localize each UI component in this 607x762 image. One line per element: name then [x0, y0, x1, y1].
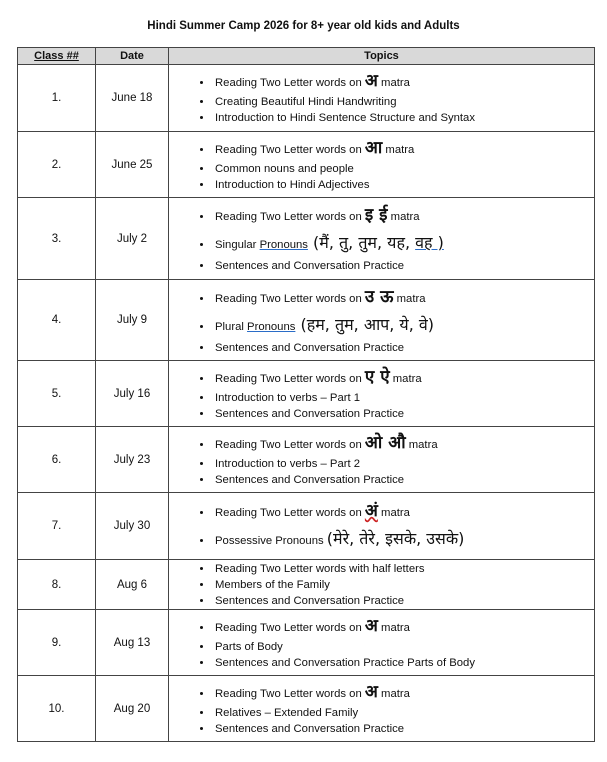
- table-row: [18, 198, 595, 280]
- class-date: July 30: [96, 493, 169, 560]
- class-number: 7.: [18, 493, 96, 560]
- list-item: • Plural Pronouns (हम, तुम, आप, ये, वे): [213, 312, 594, 340]
- topic-list: [169, 70, 594, 126]
- class-number: 6.: [18, 427, 96, 493]
- list-item: • Reading Two Letter words on आ matra: [213, 137, 594, 161]
- class-date: July 23: [96, 427, 169, 493]
- topics-cell: [169, 65, 595, 132]
- topics-cell: [169, 560, 595, 610]
- topic-list: [169, 137, 594, 193]
- topic-list: [169, 499, 594, 554]
- topic-list: [169, 203, 594, 274]
- topics-cell: [169, 610, 595, 676]
- class-number: 3.: [18, 198, 96, 280]
- class-date: Aug 13: [96, 610, 169, 676]
- class-number: 9.: [18, 610, 96, 676]
- list-item: • Sentences and Conversation Practice: [213, 406, 594, 422]
- schedule-table: [17, 47, 595, 742]
- topics-cell: [169, 280, 595, 361]
- list-item: • Reading Two Letter words on अ matra: [213, 70, 594, 94]
- topic-list: [169, 285, 594, 356]
- list-item: • Reading Two Letter words on अं matra: [213, 499, 594, 526]
- list-item: • Reading Two Letter words on अ matra: [213, 681, 594, 705]
- table-row: [18, 361, 595, 427]
- list-item: • Possessive Pronouns (मेरे, तेरे, इसके, उसके): [213, 526, 594, 554]
- header-date: Date: [96, 48, 169, 65]
- list-item: • Reading Two Letter words on अ matra: [213, 615, 594, 639]
- list-item: • Singular Pronouns (मैं, तु, तुम, यह, वह ): [213, 230, 594, 258]
- list-item: • Sentences and Conversation Practice Parts of Body: [213, 655, 594, 671]
- header-class: Class ##: [18, 48, 96, 65]
- table-row: [18, 610, 595, 676]
- table-row: [18, 280, 595, 361]
- list-item: • Sentences and Conversation Practice: [213, 721, 594, 737]
- class-date: Aug 20: [96, 676, 169, 742]
- topic-list: [169, 561, 594, 609]
- list-item: • Reading Two Letter words on ओ औ matra: [213, 432, 594, 456]
- topics-cell: [169, 493, 595, 560]
- list-item: • Relatives – Extended Family: [213, 705, 594, 721]
- list-item: • Creating Beautiful Hindi Handwriting: [213, 94, 594, 110]
- list-item: • Introduction to verbs – Part 1: [213, 390, 594, 406]
- list-item: • Sentences and Conversation Practice: [213, 593, 594, 609]
- class-number: 5.: [18, 361, 96, 427]
- table-header-row: [18, 48, 595, 65]
- topic-list: [169, 432, 594, 488]
- table-row: [18, 427, 595, 493]
- topic-list: [169, 366, 594, 422]
- class-number: 8.: [18, 560, 96, 610]
- list-item: • Introduction to Hindi Adjectives: [213, 177, 594, 193]
- list-item: • Introduction to verbs – Part 2: [213, 456, 594, 472]
- table-row: [18, 560, 595, 610]
- document-title: Hindi Summer Camp 2026 for 8+ year old kids and Adults: [147, 20, 460, 32]
- list-item: • Reading Two Letter words on इ ई matra: [213, 203, 594, 230]
- class-date: Aug 6: [96, 560, 169, 610]
- list-item: • Sentences and Conversation Practice: [213, 472, 594, 488]
- list-item: • Reading Two Letter words on उ ऊ matra: [213, 285, 594, 312]
- table-row: [18, 132, 595, 198]
- class-date: July 9: [96, 280, 169, 361]
- class-number: 4.: [18, 280, 96, 361]
- topics-cell: [169, 676, 595, 742]
- class-number: 1.: [18, 65, 96, 132]
- header-topics: Topics: [169, 48, 595, 65]
- topics-cell: [169, 198, 595, 280]
- topics-cell: [169, 427, 595, 493]
- table-row: [18, 676, 595, 742]
- topic-list: [169, 615, 594, 671]
- list-item: • Sentences and Conversation Practice: [213, 340, 594, 356]
- class-number: 2.: [18, 132, 96, 198]
- class-date: June 25: [96, 132, 169, 198]
- list-item: • Reading Two Letter words with half letters: [213, 561, 594, 577]
- class-date: July 16: [96, 361, 169, 427]
- class-number: 10.: [18, 676, 96, 742]
- table-row: [18, 65, 595, 132]
- list-item: • Introduction to Hindi Sentence Structure and Syntax: [213, 110, 594, 126]
- list-item: • Reading Two Letter words on ए ऐ matra: [213, 366, 594, 390]
- topics-cell: [169, 361, 595, 427]
- class-date: June 18: [96, 65, 169, 132]
- list-item: • Sentences and Conversation Practice: [213, 258, 594, 274]
- list-item: • Common nouns and people: [213, 161, 594, 177]
- class-date: July 2: [96, 198, 169, 280]
- list-item: • Parts of Body: [213, 639, 594, 655]
- list-item: • Members of the Family: [213, 577, 594, 593]
- topics-cell: [169, 132, 595, 198]
- topic-list: [169, 681, 594, 737]
- table-row: [18, 493, 595, 560]
